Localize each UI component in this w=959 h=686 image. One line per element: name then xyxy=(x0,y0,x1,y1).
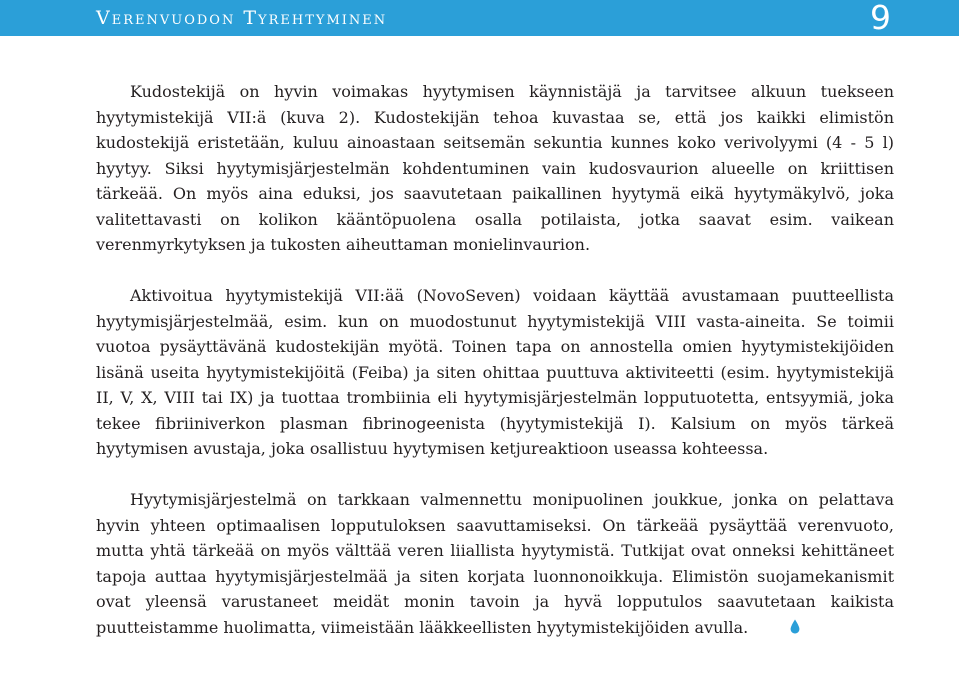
blood-drop-icon xyxy=(756,616,800,642)
running-header-title: Verenvuodon Tyrehtyminen xyxy=(96,7,388,29)
paragraph-3 xyxy=(96,487,894,641)
header-bar xyxy=(0,0,959,36)
page-number: 9 xyxy=(870,0,891,37)
paragraph-3-text: Hyytymisjärjestelmä on tarkkaan valmennettu monipuolinen joukkue, jonka on pelattava hyvin yhteen optimaalisen lopputuloksen saavuttamiseksi. On tärkeää pysäyttää verenvuoto, mutta yhtä tärkeää on myös välttää veren liiallista hyytymistä. Tutkijat ovat onneksi kehittäneet tapoja auttaa hyytymisjärjestelmää ja siten korjata luonnonoikkuja. Elimistön suojamekanismit ovat yleensä varustaneet meidät monin tavoin ja hyvä lopputulos saavutetaan kaikista puutteistamme huolimatta, viimeistään lääkkeellisten hyytymistekijöiden avulla. xyxy=(96,490,894,637)
article-body xyxy=(96,79,894,641)
paragraph-2: Aktivoitua hyytymistekijä VII:ää (NovoSeven) voidaan käyttää avustamaan puutteellista hyytymisjärjestelmää, esim. kun on muodostunut hyytymistekijä VIII vasta-aineita. Se toimii vuotoa pysäyttävänä kudostekijän myötä. Toinen tapa on annostella omien hyytymistekijöiden lisänä useita hyytymistekijöitä (Feiba) ja siten ohittaa puuttuva aktiviteetti (esim. hyytymistekijä II, V, X, VIII tai IX) ja tuottaa trombiinia eli hyytymisjärjestelmän lopputuotetta, entsyymiä, joka tekee fibriiniverkon plasman fibrinogeenista (hyytymistekijä I). Kalsium on myös tärkeä hyytymisen avustaja, joka osallistuu hyytymisen ketjureaktioon useassa kohteessa. xyxy=(96,286,894,458)
paragraph-1: Kudostekijä on hyvin voimakas hyytymisen käynnistäjä ja tarvitsee alkuun tuekseen hyytymistekijä VII:ä (kuva 2). Kudostekijän tehoa kuvastaa se, että jos kaikki elimistön kudostekijä eristetään, kuluu ainoastaan seitsemän sekuntia kunnes koko verivolyymi (4 - 5 l) hyytyy. Siksi hyytymisjärjestelmän kohdentuminen vain kudosvaurion alueelle on kriittisen tärkeää. On myös aina eduksi, jos saavutetaan paikallinen hyytymä eikä hyytymäkylvö, joka valitettavasti on kolikon kääntöpuolena osalla potilaista, jotka saavat esim. vaikean verenmyrkytyksen ja tukosten aiheuttaman monielinvaurion. xyxy=(96,82,894,254)
